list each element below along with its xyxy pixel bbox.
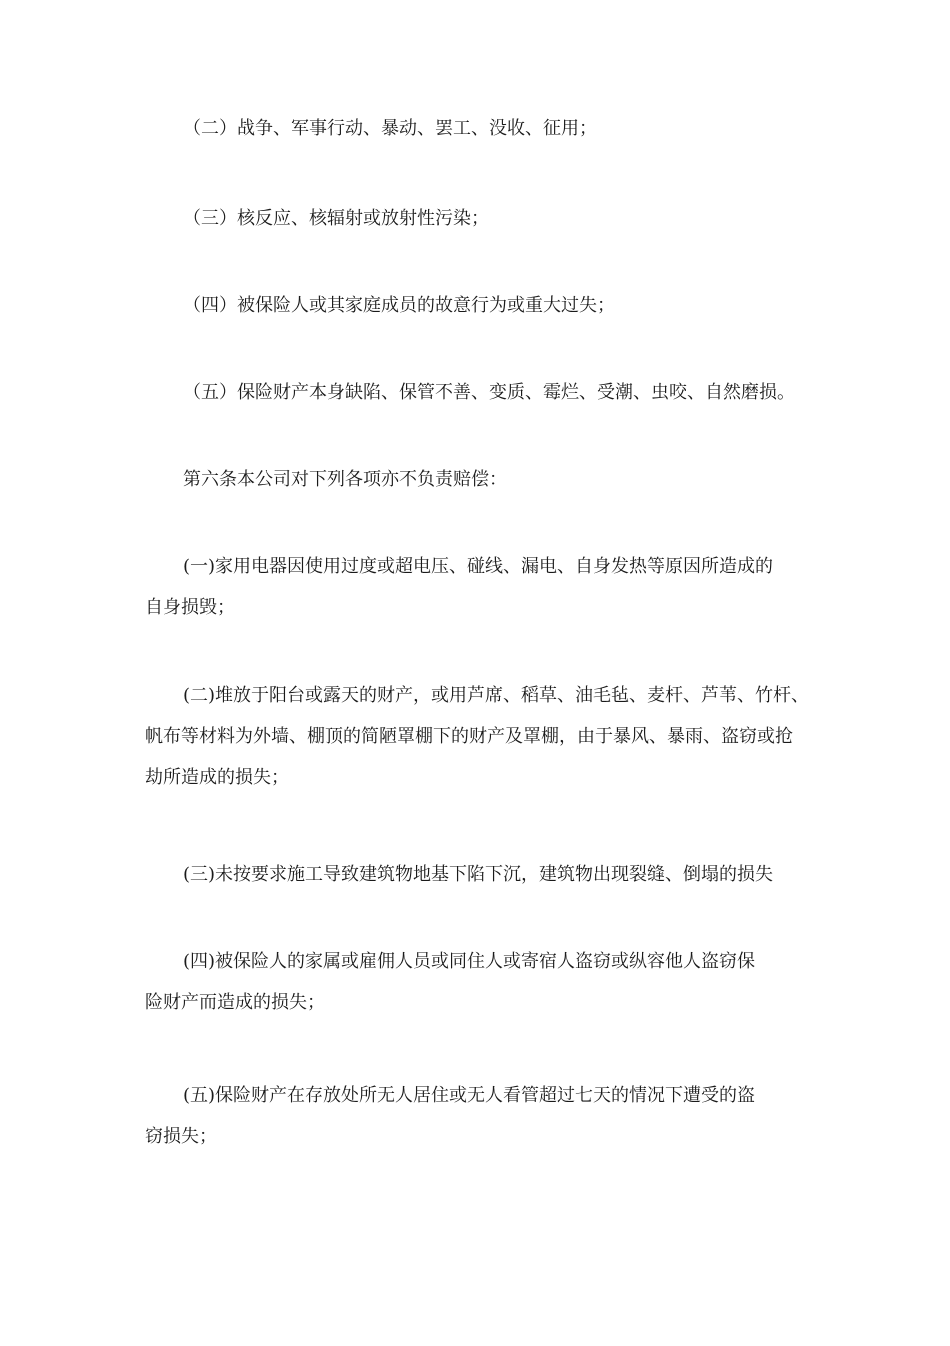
- exclusion-item-war: [145, 108, 810, 149]
- text-line: （四）被保险人或其家庭成员的故意行为或重大过失；: [183, 295, 615, 316]
- exclusion-item-defect: [145, 372, 810, 413]
- article-six-item-unattended: [145, 1075, 810, 1157]
- text-line: (四)被保险人的家属或雇佣人员或同住人或寄宿人盗窃或纵容他人盗窃保: [183, 951, 756, 972]
- exclusion-item-intentional-act: [145, 285, 810, 326]
- text-line: （五）保险财产本身缺陷、保管不善、变质、霉烂、受潮、虫咬、自然磨损。: [183, 382, 795, 403]
- text-line: (三)未按要求施工导致建筑物地基下陷下沉，建筑物出现裂缝、倒塌的损失: [183, 864, 774, 885]
- text-line: （二）战争、军事行动、暴动、罢工、没收、征用；: [183, 118, 597, 139]
- article-six-heading: [145, 459, 810, 500]
- exclusion-item-nuclear: [145, 198, 810, 239]
- text-line: 险财产而造成的损失；: [145, 992, 325, 1013]
- text-line: 窃损失；: [145, 1126, 217, 1147]
- text-line: （三）核反应、核辐射或放射性污染；: [183, 208, 489, 229]
- text-line: 帆布等材料为外墙、棚顶的简陋罩棚下的财产及罩棚，由于暴风、暴雨、盗窃或抢: [145, 726, 793, 747]
- article-six-item-theft-by-family: [145, 941, 810, 1023]
- text-line: 自身损毁；: [145, 597, 235, 618]
- text-line: 劫所造成的损失；: [145, 767, 289, 788]
- article-six-item-construction: [145, 854, 810, 895]
- text-line: (二)堆放于阳台或露天的财产，或用芦席、稻草、油毛毡、麦杆、芦苇、竹杆、: [183, 685, 810, 706]
- article-six-item-outdoor-property: [145, 675, 810, 798]
- text-line: (五)保险财产在存放处所无人居住或无人看管超过七天的情况下遭受的盗: [183, 1085, 756, 1106]
- text-line: 第六条本公司对下列各项亦不负责赔偿：: [183, 469, 507, 490]
- article-six-item-appliances: [145, 546, 810, 628]
- text-line: (一)家用电器因使用过度或超电压、碰线、漏电、自身发热等原因所造成的: [183, 556, 774, 577]
